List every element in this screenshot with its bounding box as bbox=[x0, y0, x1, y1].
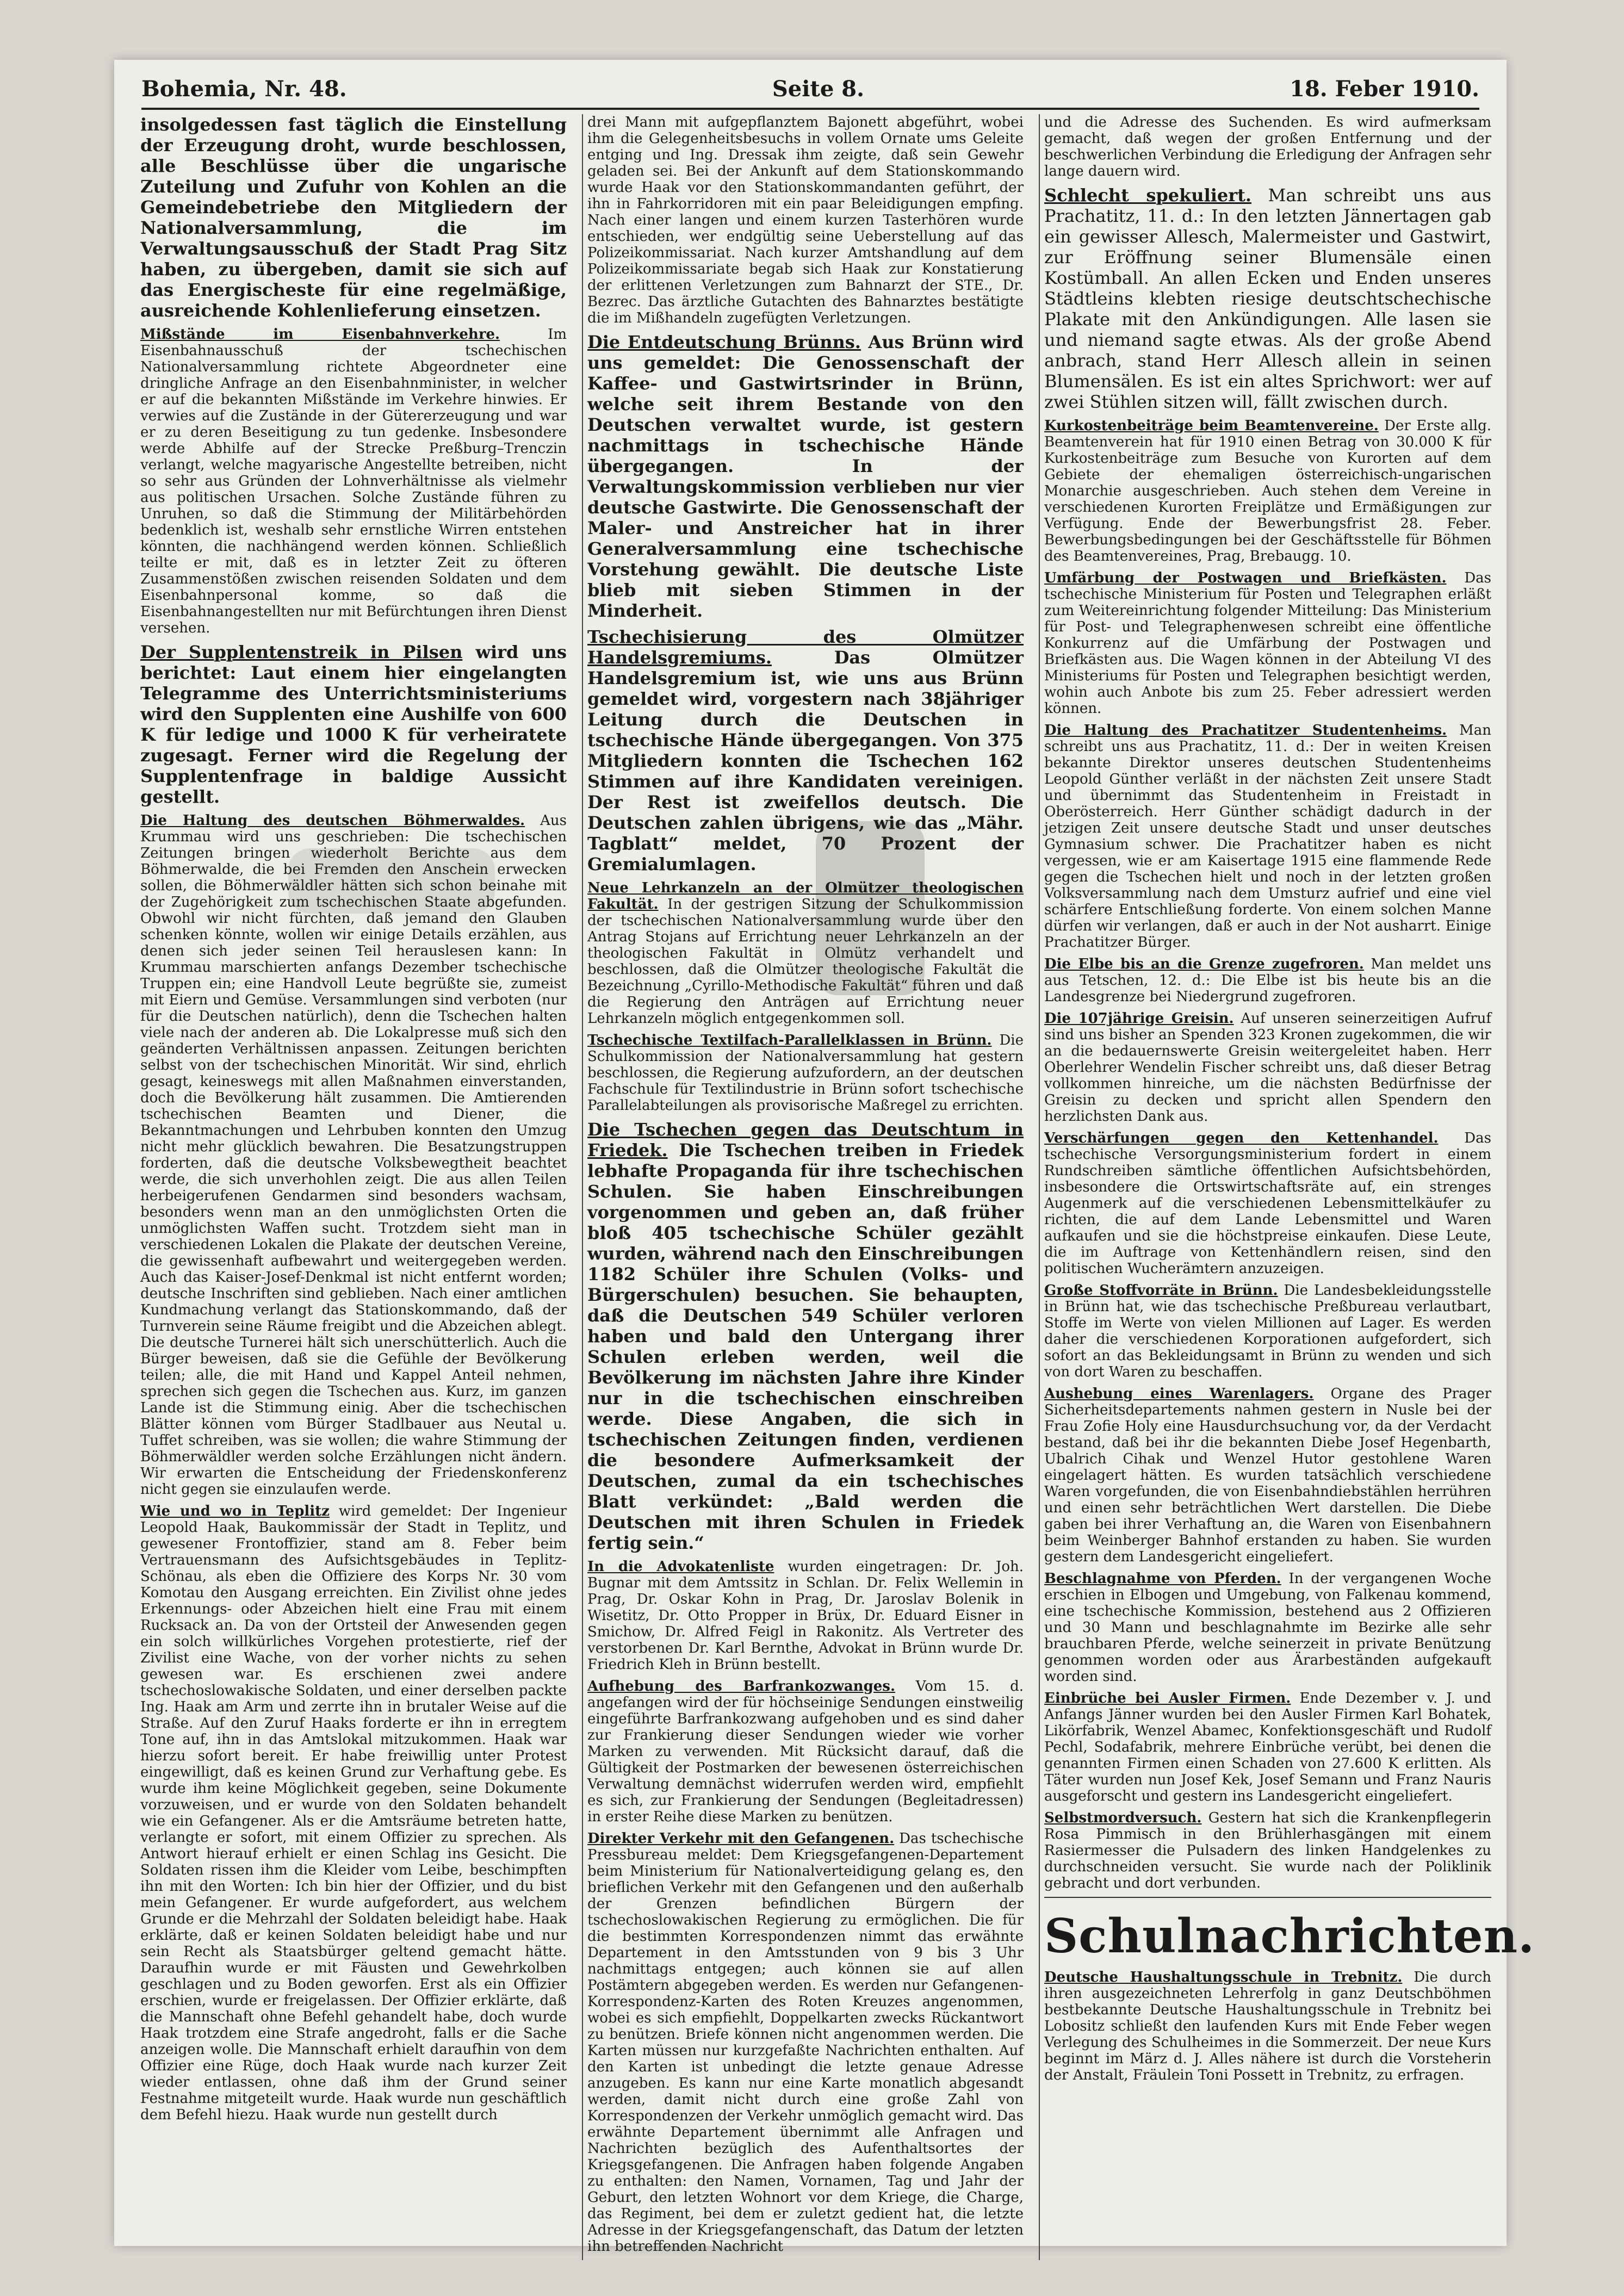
article-text: wurden eingetragen: Dr. Joh. Bugnar mit dem Amtssitz in Schlan. Dr. Felix Wellemin in Prag, Dr. Oskar Kohn in Prag, Dr. Jaroslav Bolenik in Wisetitz, Dr. Otto Propper in Brüx, Dr. Eduard Eisner in Smichow, Dr. Alfred Feigl in Rakonitz. Als Vertreter des verstorbenen Dr. Karl Bernthe, Advokat in Brünn wurde Dr. Friedrich Kleh in Brünn bestellt. bbox=[587, 1559, 1024, 1673]
article-text: Aus Krummau wird uns geschrieben: Die tschechischen Zeitungen bringen wiederholt Berichte aus dem Böhmerwalde, die bei Fremden den Anschein erwecken sollen, die Böhmerwäldler hätten sich schon beinahe mit der Zugehörigkeit zum tschechischen Staate abgefunden. Obwohl wir nicht fürchten, daß jemand den Glauben schenken könnte, wollen wir einige Details erzählen, aus denen sich jeder seinen Teil herauslesen kann: In Krummau marschierten anfangs Dezember tschechische Truppen ein; eine Handvoll Leute begrüßte sie, zumeist mit Eiern und Gemüse. Versammlungen sind verboten (nur für die Deutschen natürlich), denn die Tschechen halten viele nach der anderen ab. Die Lokalpresse muß sich den geänderten Verhältnissen anpassen. Zeitungen berichten selbst von der tschechischen Minorität. Wir sind, ehrlich gesagt, keineswegs mit allen Maßnahmen einverstanden, doch die Bevölkerung hält zusammen. Die Amtierenden tschechischen Beamten und Diener, die Bekanntmachungen und Lehrbuben konnten den Umzug nicht mehr glücklich bewahren. Die Besatzungstruppen forderten, daß die deutsche Volksbewegtheit beachtet werde, die sich unverhohlen zeigt. Die aus allen Teilen herbeigerufenen Gendarmen sind besonders wachsam, besonders wenn man an den unmöglichsten Orten die unmöglichsten Waffen sucht. Trotzdem sieht man in verschiedenen Lokalen die Plakate der deutschen Vereine, die gewissenhaft aufbewahrt und weitergegeben werden. Auch das Kaiser-Josef-Denkmal ist nicht entfernt worden; deutsche Inschriften sind geblieben. Nach einer amtlichen Kundmachung verlangt das Stationskommando, daß der Turnverein seine Räume freigibt und die Abzeichen ablegt. Die deutsche Turnerei hält sich unerschütterlich. Auch die Bürger beweisen, daß sie die Gefühle der Bevölkerung teilen; alle, die mit Hand und Kappel Anteil nehmen, sprechen sich gegen die Tschechen aus. Kurz, im ganzen Lande ist die Stimmung einig. Aber die tschechischen Blätter können vom Bürger Stadlbauer aus Neutal u. Tuffet schreiben, was sie wollen; die wahre Stimmung der Böhmerwäldler werden solche Erzählungen nicht ändern. Wir erwarten die Entscheidung der Friedenskonferenz nicht gegen sie einzulaufen werde. bbox=[140, 812, 567, 1498]
article bbox=[587, 1119, 1024, 1553]
article-text: und die Adresse des Suchenden. Es wird aufmerksam gemacht, daß wegen der großen Entfernung und der beschwerlichen Verbindung die Erledigung der Anfragen sehr lange dauern wird. bbox=[1044, 114, 1491, 179]
article bbox=[1044, 1386, 1491, 1565]
article-body bbox=[1044, 185, 1491, 412]
section-title: Schulnachrichten. bbox=[1044, 1909, 1535, 1964]
article-heading: Große Stoffvorräte in Brünn. bbox=[1044, 1282, 1278, 1299]
article-heading: Wie und wo in Teplitz bbox=[140, 1503, 330, 1519]
article bbox=[140, 812, 567, 1498]
article-body bbox=[140, 642, 567, 807]
article bbox=[1044, 1690, 1491, 1804]
article-text: Das Olmützer Handelsgremium ist, wie uns aus Brünn gemeldet wird, vorgestern nach 38jähriger Leitung durch die Deutschen in tschechische Hände übergegangen. Von 375 Mitgliedern konnten die Tschechen 162 Stimmen auf ihre Kandidaten vereinigen. Der Rest ist zweifellos deutsch. Die Deutschen zahlen übrigens, wie das „Mähr. Tagblatt“ meldet, 70 Prozent der Gremialumlagen. bbox=[587, 647, 1024, 874]
article-heading: Die Elbe bis an die Grenze zugefroren. bbox=[1044, 956, 1364, 972]
article-text: Der Erste allg. Beamtenverein hat für 1910 einen Betrag von 30.000 K für Kurkostenbeiträge zum Besuche von Kurorten auf dem Gebiete der ehemaligen österreichisch-ungarischen Monarchie ausgeschrieben. Auch stehen dem Vereine in verschiedenen Kurorten Freiplätze und Ermäßigungen zur Verfügung. Ende der Bewerbungsfrist 28. Feber. Bewerbungsbedingungen bei der Geschäftsstelle für Böhmen des Beamtenvereines, Prag, Brebaugg. 10. bbox=[1044, 418, 1491, 564]
article bbox=[1044, 956, 1491, 1005]
article-text: In der gestrigen Sitzung der Schulkommission der tschechischen Nationalversammlung wurde über den Antrag Stojans auf Errichtung neuer Lehrkanzeln an der theologischen Fakultät in Olmütz verhandelt und beschlossen, daß die Olmützer theologische Fakultät die Bezeichnung „Cyrillo-Methodische Fakultät“ führen und daß die Regierung den Anträgen auf Errichtung neuer Lehrkanzeln möglich entgegenkommen soll. bbox=[587, 896, 1024, 1027]
article-body bbox=[587, 332, 1024, 621]
article-text: Man schreibt uns aus Prachatitz, 11. d.: Der in weiten Kreisen bekannte Direktor unseres deutschen Studentenheims Leopold Günther verläßt in der nächsten Zeit unsere Stadt und übernimmt das Studentenheim in Freistadt in Oberösterreich. Herr Günther schädigt dadurch in der jetzigen Zeit unsere deutsche Stadt und unser deutsches Gymnasium schwer. Die Prachatitzer haben es nicht vergessen, wie er am Kaisertage 1915 eine flammende Rede gegen die Tschechen hielt und noch in der letzten großen Volksversammlung nach dem Umsturz aufrief und eine viel schärfere Entschließung forderte. Von einem solchen Manne dürfen wir verlangen, daß er auch in der Not ausharrt. Einige Prachatitzer Bürger. bbox=[1044, 722, 1492, 951]
article-heading: Verschärfungen gegen den Kettenhandel. bbox=[1044, 1130, 1439, 1146]
article-heading: Mißstände im Eisenbahnverkehre. bbox=[140, 326, 500, 343]
article-body bbox=[587, 1678, 1024, 1825]
article-body bbox=[140, 326, 567, 636]
article-heading: Umfärbung der Postwagen und Briefkästen. bbox=[1044, 570, 1447, 586]
article bbox=[1044, 185, 1491, 412]
article-body bbox=[587, 1559, 1024, 1673]
article-heading: Die Tschechen gegen das Deutschtum in Friedek. bbox=[587, 1119, 1024, 1161]
article-text: insolgedessen fast täglich die Einstellung der Erzeugung droht, wurde beschlossen, alle Beschlüsse über die ungarische Zuteilung und Zufuhr von Kohlen an die Gemeindebetriebe den Mitgliedern der Nationalversammlung, die im Verwaltungsausschuß der Stadt Prag Sitz haben, zu übergeben, damit sie sich auf das Energischeste für eine regelmäßige, ausreichende Kohlenlieferung einsetzen. bbox=[140, 114, 567, 321]
article-body bbox=[1044, 570, 1491, 717]
article bbox=[1044, 1571, 1491, 1685]
article-body bbox=[587, 114, 1024, 326]
article bbox=[140, 1503, 567, 2123]
rule bbox=[1044, 1897, 1491, 1898]
article-text: Die Schulkommission der Nationalversammlung hat gestern beschlossen, die Regierung aufzufordern, an der deutschen Fachschule für Textilindustrie in Brünn sofort tschechische Parallelabteilungen als provisorische Maßregel zu errichten. bbox=[587, 1032, 1024, 1114]
masthead-issue: Bohemia, Nr. 48. bbox=[141, 76, 347, 102]
article-text: Vom 15. d. angefangen wird der für höchseinige Sendungen einstweilig eingeführte Barfrankozwang aufgehoben und es sind daher zur Frankierung dieser Sendungen wieder wie vorher Marken zu verwenden. Mit Rücksicht darauf, daß die Gültigkeit der Postmarken der bewesenen österreichischen Verwaltung demnächst widerrufen werden wird, empfiehlt es sich, zur Frankierung der Sendungen (Begleitadressen) in erster Reihe diese Marken zu benützen. bbox=[587, 1678, 1024, 1825]
article-text: Das tschechische Pressbureau meldet: Dem Kriegsgefangenen-Departement beim Ministerium für Nationalverteidigung gelang es, den brieflichen Verkehr mit den Gefangenen und den außerhalb der Grenzen befindlichen Bürgern der tschechoslowakischen Regierung zu ermöglichen. Die für die bestimmten Korrespondenzen nimmt das erwähnte Departement in den Amtsstunden von 9 bis 3 Uhr nachmittags entgegen; auch können sie auf allen Postämtern abgegeben werden. Es werden nur Gefangenen-Korrespondenz-Karten des Roten Kreuzes angenommen, wobei es sich empfiehlt, Doppelkarten zwecks Rückantwort zu benützen. Briefe können nicht angenommen werden. Die Karten müssen nur kurzgefaßte Nachrichten enthalten. Auf den Karten ist unbedingt die letzte genaue Adresse anzugeben. Es kann nur eine Karte monatlich abgesandt werden, damit nicht durch eine große Zahl von Korrespondenzen der Verkehr unmöglich gemacht wird. Das erwähnte Departement übernimmt alle Anfragen und Nachrichten bezüglich des Aufenthaltsortes der Kriegsgefangenen. Die Anfragen haben folgende Angaben zu enthalten: den Namen, Vornamen, Tag und Jahr der Geburt, den letzten Wohnort vor dem Kriege, die Charge, das Regiment, bei dem er zuletzt gedient hat, die letzte Adresse in der Kriegsgefangenschaft, das Datum der letzten ihn betreffenden Nachricht bbox=[587, 1830, 1024, 2255]
article bbox=[1044, 1282, 1491, 1380]
article-body bbox=[140, 114, 567, 321]
article-body bbox=[1044, 114, 1491, 179]
article-heading: Neue Lehrkanzeln an der Olmützer theologischen Fakultät. bbox=[587, 880, 1024, 913]
article bbox=[587, 114, 1024, 326]
article-text: Aus Brünn wird uns gemeldet: Die Genossenschaft der Kaffee- und Gastwirtsrinder in Brünn, welche seit ihrem Bestande von den Deutschen verwaltet wurde, ist gestern nachmittags in tschechische Hände übergegangen. In der Verwaltungskommission verblieben nur vier deutsche Gastwirte. Die Genossenschaft der Maler- und Anstreicher hat in ihrer Generalversammlung eine tschechische Vorstehung gewählt. Die deutsche Liste blieb mit sieben Stimmen in der Minderheit. bbox=[587, 332, 1024, 621]
article bbox=[140, 642, 567, 807]
article-text: Die Landesbekleidungsstelle in Brünn hat, wie das tschechische Preßbureau verlautbart, Stoffe im Werte von vielen Millionen auf Lager. Es werden daher die verschiedenen Korporationen aufgefordert, sich sofort an das Bekleidungsamt in Brünn zu wenden und sich von dort Waren zu beschaffen. bbox=[1044, 1282, 1491, 1380]
article-text: In der vergangenen Woche erschien in Elbogen und Umgebung, von Falkenau kommend, eine tschechische Kommission, bestehend aus 2 Offizieren und 30 Mann und beschlagnahmte im Bezirke alle sehr brauchbaren Pferde, welche seinerzeit in private Benützung genommen worden oder aus Ärarbeständen aufgekauft worden sind. bbox=[1044, 1571, 1492, 1685]
article-heading: Deutsche Haushaltungsschule in Trebnitz. bbox=[1044, 1969, 1403, 1985]
article bbox=[140, 326, 567, 636]
article-body bbox=[587, 880, 1024, 1027]
article-body bbox=[1044, 1571, 1491, 1685]
article-body bbox=[1044, 722, 1491, 951]
column-2 bbox=[582, 114, 1028, 2260]
article bbox=[587, 880, 1024, 1027]
page-number: Seite 8. bbox=[772, 76, 864, 102]
article-text: Die durch ihren ausgezeichneten Lehrerfolg in ganz Deutschböhmen bestbekannte Deutsche Haushaltungsschule in Trebnitz bei Lobositz schließt den laufenden Kurs mit Ende Feber wegen Verlegung des Schulheimes in die Sommerzeit. Der neue Kurs beginnt im März d. J. Alles nähere ist durch die Vorsteherin der Anstalt, Fräulein Toni Possett in Trebnitz, zu erfragen. bbox=[1044, 1969, 1492, 2083]
article-heading: In die Advokatenliste bbox=[587, 1559, 774, 1575]
article bbox=[1044, 418, 1491, 564]
article-body bbox=[1044, 1010, 1491, 1125]
column-1 bbox=[136, 114, 571, 2260]
article bbox=[140, 114, 567, 321]
page-header bbox=[141, 70, 1479, 110]
article bbox=[1044, 1010, 1491, 1125]
article bbox=[587, 1032, 1024, 1114]
article bbox=[587, 1830, 1024, 2255]
article-text: Das tschechische Versorgungsministerium fordert in einem Rundschreiben sämtliche öffentlichen Aufsichtsbehörden, insbesondere die Ortswirtschaftsräte auf, ein strenges Augenmerk auf die verschiedenen Lebensmittelkäufer zu richten, die auf dem Lande Lebensmittel und Waren aufkaufen und sie die höchstpreise einkaufen. Diese Leute, die im Auftrage von Kettenhändlern reisen, sind den politischen Wucherämtern anzuzeigen. bbox=[1044, 1130, 1491, 1277]
article-body bbox=[1044, 1130, 1491, 1277]
article-heading: Direkter Verkehr mit den Gefangenen. bbox=[587, 1830, 895, 1847]
article-body bbox=[1044, 1810, 1491, 1891]
article-text: wird uns berichtet: Laut einem hier eingelangten Telegramme des Unterrichtsministeriums wird den Supplenten eine Aushilfe von 600 K für ledige und 1000 K für verheiratete zugesagt. Ferner wird die Regelung der Supplentenfrage in baldige Aussicht gestellt. bbox=[140, 642, 567, 807]
article-heading: Die Haltung des Prachatitzer Studentenheims. bbox=[1044, 722, 1447, 739]
article-heading: Die 107jährige Greisin. bbox=[1044, 1010, 1234, 1027]
article bbox=[1044, 1969, 1491, 2083]
article-text: wird gemeldet: Der Ingenieur Leopold Haak, Baukommissär der Stadt in Teplitz, und gewesener Frontoffizier, stand am 8. Feber beim Vertrauensmann des Aufsichtsgebäudes in Teplitz-Schönau, als eben die Offiziere des Korps Nr. 30 vom Komotau den Ausgang erreichten. Ein Zivilist ohne jedes Erkennungs- oder Abzeichen hielt eine Frau mit einem Rucksack an. Da von der Ortsteil der Anwesenden gegen ein solch willkürliches Vorgehen protestierte, rief der Zivilist eine Wache, von der vorher nichts zu sehen gewesen war. Es erschienen zwei andere tschechoslowakische Soldaten, und einer derselben packte Ing. Haak am Arm und zerrte ihn in brutaler Weise auf die Straße. Auf den Zuruf Haaks forderte er ihn in erregtem Tone auf, ihn in das Amtslokal mitzukommen. Haak war hierzu sofort bereit. Er habe freiwillig unter Protest eingewilligt, daß es keinen Grund zur Verhaftung gebe. Es wurde ihm keine Möglichkeit gegeben, seine Dokumente vorzuweisen, und er wurde von den Soldaten behandelt wie ein Gefangener. Als er die Amtsräume betreten hatte, verlangte er sofort, mit einem Offizier zu sprechen. Als Antwort hierauf erhielt er einen Schlag ins Gesicht. Die Soldaten rissen ihm die Kleider vom Leibe, beschimpften ihn mit den Worten: Ich bin hier der Offizier, und du bist mein Gefangener. Er wurde aufgefordert, aus welchem Grunde er die Mehrzahl der Soldaten beleidigt habe. Haak erklärte, daß er keinen Soldaten beleidigt habe und nur sein Recht als Staatsbürger geltend gemacht hätte. Daraufhin wurde er mit Fäusten und Gewehrkolben geschlagen und zu Boden geworfen. Erst als ein Offizier erschien, wurde er freigelassen. Der Offizier erklärte, daß die Mannschaft ohne Befehl gehandelt habe, doch wurde Haak trotzdem eine Strafe angedroht, falls er die Sache anzeigen wolle. Die Mannschaft erhielt daraufhin von dem Offizier eine Rüge, doch Haak wurde nach kurzer Zeit wieder entlassen, ohne daß ihm der Grund seiner Festnahme mitgeteilt wurde. Haak wurde nun geschäftlich dem Befehl hiezu. Haak wurde nun gestellt durch bbox=[140, 1503, 567, 2123]
article-body bbox=[1044, 1690, 1491, 1804]
article-body bbox=[140, 812, 567, 1498]
article-heading: Aufhebung des Barfrankozwanges. bbox=[587, 1678, 895, 1695]
article bbox=[1044, 570, 1491, 717]
article-body bbox=[140, 1503, 567, 2123]
article-heading: Beschlagnahme von Pferden. bbox=[1044, 1571, 1281, 1587]
column-3 bbox=[1039, 114, 1535, 2260]
article-text: Ende Dezember v. J. und Anfangs Jänner wurden bei den Ausler Firmen Karl Bohatek, Likörfabrik, Wenzel Abamec, Konfektionsgeschäft und Rudolf Pechl, Sodafabrik, mehrere Einbrüche verübt, bei denen die genannten Firmen einen Schaden von 27.600 K erlitten. Als Täter wurden nun Josef Kek, Josef Semann und Franz Nauris ausgeforscht und gestern ins Landesgericht eingeliefert. bbox=[1044, 1690, 1492, 1804]
article-text: Das tschechische Ministerium für Posten und Telegraphen erläßt zum Weitereinrichtung folgender Mitteilung: Das Ministerium für Post- und Telegraphenwesen schreibt eine öffentliche Konkurrenz auf die Umfärbung der Postwagen und Briefkästen aus. Die Wagen können in der Abteilung VI des Ministeriums für Posten und Telegraphen besichtigt werden, wohin auch Anbote bis zum 25. Feber adressiert werden können. bbox=[1044, 570, 1492, 717]
article-heading: Kurkostenbeiträge beim Beamtenvereine. bbox=[1044, 418, 1379, 434]
article-text: Auf unseren seinerzeitigen Aufruf sind uns bisher an Spenden 323 Kronen zugekommen, die wir an die bedauernswerte Greisin weitergeleitet haben. Herr Oberlehrer Wendelin Fischer schreibt uns, daß dieser Betrag vollkommen hinreiche, um die nächsten Bedürfnisse der Greisin zu decken und spricht allen Spendern den herzlichsten Dank aus. bbox=[1044, 1010, 1491, 1125]
columns bbox=[136, 114, 1535, 2255]
article-text: Man schreibt uns aus Prachatitz, 11. d.: In den letzten Jännertagen gab ein gewisser Allesch, Malermeister und Gastwirt, zur Eröffnung seiner Blumensäle einen Kostümball. An allen Ecken und Enden unseres Städtleins klebten riesige deutschtschechische Plakate mit den Ankündigungen. Alle lasen sie und niemand sagte etwas. Als der große Abend anbrach, stand Herr Allesch allein in seinen Blumensälen. Es ist ein altes Sprichwort: wer auf zwei Stühlen sitzen will, fällt zwischen durch. bbox=[1044, 185, 1492, 412]
article-heading: Schlecht spekuliert. bbox=[1044, 185, 1252, 206]
issue-date: 18. Feber 1910. bbox=[1290, 76, 1479, 102]
article-text: Die Tschechen treiben in Friedek lebhafte Propaganda für ihre tschechischen Schulen. Sie haben Einschreibungen vorgenommen und geben an, daß früher bloß 405 tschechische Schüler gezählt wurden, während nach den Einschreibungen 1182 Schüler ihre Schulen (Volks- und Bürgerschulen) besuchen. Sie behaupten, daß die Deutschen 549 Schüler verloren haben und bald den Untergang ihrer Schulen erleben werden, weil die Bevölkerung im nächsten Jahre ihre Kinder nur in die tschechischen einschreiben werde. Diese Angaben, die sich in tschechischen Zeitungen finden, verdienen die besondere Aufmerksamkeit der Deutschen, zumal da ein tschechisches Blatt verkündet: „Bald werden die Deutschen mit ihren Schulen in Friedek fertig sein.“ bbox=[587, 1140, 1024, 1553]
newspaper-page bbox=[114, 60, 1535, 2255]
article-body bbox=[1044, 1386, 1491, 1565]
article-heading: Tschechische Textilfach-Parallelklassen in Brünn. bbox=[587, 1032, 992, 1048]
article bbox=[1044, 1810, 1491, 1891]
article bbox=[587, 1559, 1024, 1673]
article bbox=[587, 626, 1024, 874]
article-body bbox=[587, 626, 1024, 874]
article bbox=[1044, 1130, 1491, 1277]
article-heading: Die Haltung des deutschen Böhmerwaldes. bbox=[140, 812, 525, 829]
article-heading: Tschechisierung des Olmützer Handelsgremiums. bbox=[587, 626, 1024, 668]
article-text: Im Eisenbahnausschuß der tschechischen Nationalversammlung richtete Abgeordneter eine dringliche Anfrage an den Eisenbahnminister, in welcher er auf die bekannten Mißstände im Verkehre hinwies. Er verwies auf die Zustände in der Gütererzeugung und war er zu deren Beseitigung zu tun gedenke. Insbesondere werde Abhilfe auf der Strecke Preßburg–Trenczin verlangt, welche magyarische Angestellte betreiben, nicht so sehr aus Gründen der Lohnverhältnisse als vielmehr aus politischen Ursachen. Solche Zustände führen zu Unruhen, so daß die Stimmung der Militärbehörden bedenklich ist, weshalb sehr ernstliche Wirren entstehen könnten, die nachhängend werden können. Schließlich teilte er mit, daß es in letzter Zeit zu öfteren Zusammenstößen zwischen reisenden Soldaten und dem Eisenbahnpersonal komme, so daß die Eisenbahnangestellten nur mit Befürchtungen ihren Dienst versehen. bbox=[140, 326, 567, 636]
article bbox=[587, 1678, 1024, 1825]
article bbox=[587, 332, 1024, 621]
article-body bbox=[587, 1830, 1024, 2255]
article-heading: Aushebung eines Warenlagers. bbox=[1044, 1386, 1314, 1402]
article-body bbox=[587, 1032, 1024, 1114]
article-text: Gestern hat sich die Krankenpflegerin Rosa Pimmisch in den Brühlerhasgängen mit einem Rasiermesser die Pulsadern des linken Handgelenkes zu durchschneiden versucht. Sie wurde nach der Poliklinik gebracht und dort verbunden. bbox=[1044, 1810, 1491, 1891]
article-body bbox=[1044, 418, 1491, 564]
article-text: Organe des Prager Sicherheitsdepartements nahmen gestern in Nusle bei der Frau Zofie Holy eine Hausdurchsuchung vor, da der Verdacht bestand, daß bei ihr die bekannten Diebe Josef Hegenbarth, Ubalrich Cihak und Wenzel Hutor gestohlene Waren eingelagert hätten. Es wurden tatsächlich verschiedene Waren vorgefunden, die von Eisenbahndiebstählen herrühren und einen sehr beträchtlichen Wert darstellen. Die Diebe gaben bei ihrer Verhaftung an, die Waren von Eisenbahnern beim Weinberger Bahnhof erstanden zu haben. Sie wurden gestern dem Landesgericht eingeliefert. bbox=[1044, 1386, 1491, 1565]
article-body bbox=[587, 1119, 1024, 1553]
article-body bbox=[1044, 956, 1491, 1005]
article bbox=[1044, 114, 1491, 179]
article-heading: Die Entdeutschung Brünns. bbox=[587, 332, 861, 352]
article-heading: Einbrüche bei Ausler Firmen. bbox=[1044, 1690, 1291, 1707]
article-heading: Selbstmordversuch. bbox=[1044, 1810, 1202, 1826]
article-body bbox=[1044, 1282, 1491, 1380]
article-text: Man meldet uns aus Tetschen, 12. d.: Die Elbe ist bis heute bis an die Landesgrenze bei Niedergrund zugefroren. bbox=[1044, 956, 1492, 1005]
article bbox=[1044, 722, 1491, 951]
article-body bbox=[1044, 1969, 1491, 2083]
article-heading: Der Supplentenstreik in Pilsen bbox=[140, 642, 463, 662]
article-text: drei Mann mit aufgepflanztem Bajonett abgeführt, wobei ihm die Gelegenheitsbesuchs in vollem Ornate ums Geleite entging und Ing. Dressak ihm zeigte, daß sein Gewehr geladen sei. Bei der Ankunft auf dem Stationskommando wurde Haak vor den Stationskommandanten geführt, der ihn in Fahrkorridoren mit ein paar Beleidigungen empfing. Nach einer langen und einem kurzen Tasterhören wurde entschieden, wer endgültig seine Ueberstellung auf das Polizeikommissariat. Nach kurzer Amtshandlung auf dem Polizeikommissariate begab sich Haak zur Konstatierung der erlittenen Verletzungen zum Bahnarzt der STE., Dr. Bezrec. Das ärztliche Gutachten des Bahnarztes bestätigte die im Mißhandeln zugefügten Verletzungen. bbox=[587, 114, 1024, 326]
